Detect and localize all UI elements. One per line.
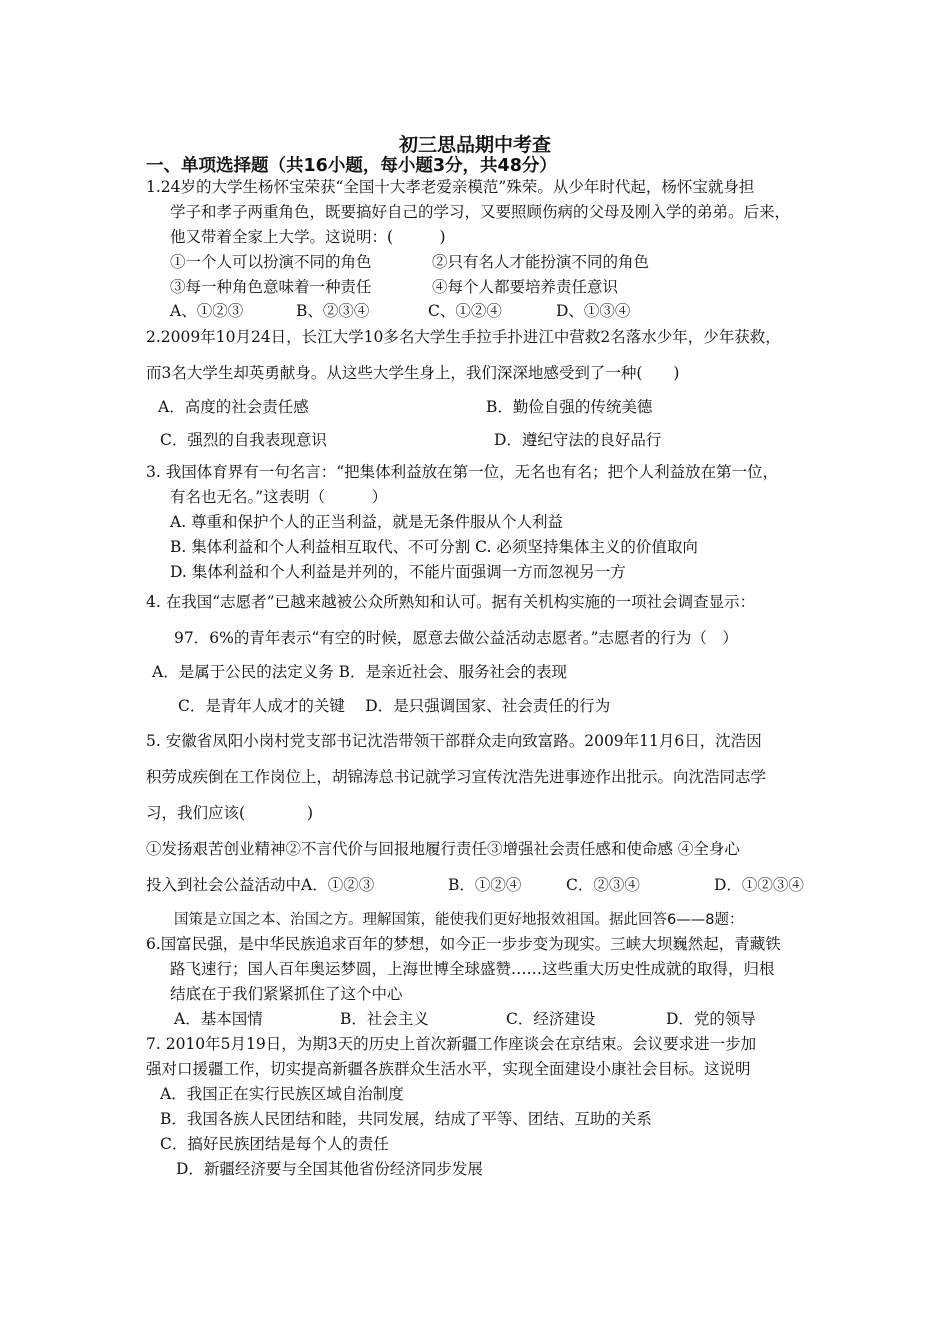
question-3-option-a: A. 尊重和保护个人的正当利益，就是无条件服从个人利益 (170, 513, 564, 531)
question-2-line: 2.2009年10月24日，长江大学10多名大学生手拉手扑进江中营救2名落水少年，少年获救， (146, 328, 781, 346)
question-1-option-b: B、②③④ (296, 302, 370, 320)
question-6-line: 6.国富民强，是中华民族追求百年的梦想，如今正一步步变为现实。三峡大坝巍然起，青藏铁 (146, 935, 781, 953)
question-1-statement: ③每一种角色意味着一种责任 (170, 278, 372, 296)
question-2-option-a: A．高度的社会责任感 (158, 398, 309, 416)
question-1-statement: ①一个人可以扮演不同的角色 (170, 253, 372, 271)
page-title: 初三思品期中考查 (398, 134, 551, 156)
question-6-option-d: D．党的领导 (666, 1010, 756, 1028)
question-1-option-a: A、①②③ (170, 302, 244, 320)
question-3-line: 3. 我国体育界有一句名言：“把集体利益放在第一位，无名也有名；把个人利益放在第一位， (146, 463, 779, 481)
question-1-option-d: D、①③④ (556, 302, 631, 320)
question-4-options: A．是属于公民的法定义务 B．是亲近社会、服务社会的表现 (152, 663, 568, 681)
question-5-option-d: D．①②③④ (714, 876, 804, 894)
question-7-line: 强对口援疆工作，切实提高新疆各族群众生活水平，实现全面建设小康社会目标。这说明 (146, 1060, 751, 1078)
question-5-option-b: B．①②④ (448, 876, 522, 894)
question-2-option-b: B．勤俭自强的传统美德 (486, 398, 653, 416)
question-7-option-d: D．新疆经济要与全国其他省份经济同步发展 (176, 1160, 483, 1178)
question-1-statement: ④每个人都要培养责任意识 (432, 278, 619, 296)
question-4-line: 97．6%的青年表示“有空的时候，愿意去做公益活动志愿者。”志愿者的行为（ ） (174, 629, 738, 647)
question-5-option-a: 投入到社会公益活动中A．①②③ (146, 876, 375, 894)
question-6-option-c: C．经济建设 (506, 1010, 596, 1028)
question-7-option-c: C．搞好民族团结是每个人的责任 (160, 1135, 389, 1153)
question-7-line: 7. 2010年5月19日，为期3天的历史上首次新疆工作座谈会在京结束。会议要求进一步加 (146, 1035, 757, 1053)
question-1-line: 他又带着全家上大学。这说明：( ) (170, 228, 446, 246)
question-5-option-c: C．②③④ (566, 876, 640, 894)
question-2-option-c: C．强烈的自我表现意识 (160, 431, 327, 449)
question-4-line: 4. 在我国“志愿者”已越来越被公众所熟知和认可。据有关机构实施的一项社会调查显示： (146, 593, 756, 611)
questions-6-8-intro: 国策是立国之本、治国之方。理解国策，能使我们更好地报效祖国。据此回答6——8题： (174, 912, 744, 928)
question-3-option-bc: B. 集体利益和个人利益相互取代、不可分割 C. 必须坚持集体主义的价值取向 (170, 538, 698, 556)
question-6-option-a: A．基本国情 (174, 1010, 263, 1028)
question-3-line: 有名也无名。”这表明（ ） (170, 488, 388, 506)
question-7-option-b: B．我国各族人民团结和睦，共同发展，结成了平等、团结、互助的关系 (160, 1110, 652, 1128)
question-5-line: 习，我们应该( ) (146, 804, 314, 822)
question-1-line: 学子和孝子两重角色，既要搞好自己的学习，又要照顾伤病的父母及刚入学的弟弟。后来， (170, 203, 791, 221)
question-2-line: 而3名大学生却英勇献身。从这些大学生身上，我们深深地感受到了一种( ) (146, 364, 680, 382)
question-5-line: 积劳成疾倒在工作岗位上，胡锦涛总书记就学习宣传沈浩先进事迹作出批示。向沈浩同志学 (146, 768, 767, 786)
question-1-option-c: C、①②④ (428, 302, 502, 320)
question-6-line: 结底在于我们紧紧抓住了这个中心 (170, 985, 403, 1003)
question-1-statement: ②只有名人才能扮演不同的角色 (432, 253, 650, 271)
question-5-line: 5. 安徽省凤阳小岗村党支部书记沈浩带领干部群众走向致富路。2009年11月6日，沈浩因 (146, 732, 762, 750)
question-6-option-b: B．社会主义 (340, 1010, 429, 1028)
question-1-line: 1.24岁的大学生杨怀宝荣获“全国十大孝老爱亲模范”殊荣。从少年时代起，杨怀宝就身担 (146, 178, 755, 196)
question-2-option-d: D．遵纪守法的良好品行 (494, 431, 662, 449)
question-3-option-d: D. 集体利益和个人利益是并列的，不能片面强调一方而忽视另一方 (170, 563, 626, 581)
question-5-line: ①发扬艰苦创业精神②不言代价与回报地履行责任③增强社会责任感和使命感 ④全身心 (146, 840, 740, 858)
section-heading: 一、单项选择题（共16小题，每小题3分，共48分） (146, 156, 557, 176)
question-4-options: C．是青年人成才的关键 D．是只强调国家、社会责任的行为 (178, 697, 611, 715)
question-7-option-a: A．我国正在实行民族区域自治制度 (160, 1085, 404, 1103)
question-6-line: 路飞速行；国人百年奥运梦圆，上海世博全球盛赞……这些重大历史性成就的取得，归根 (170, 960, 775, 978)
